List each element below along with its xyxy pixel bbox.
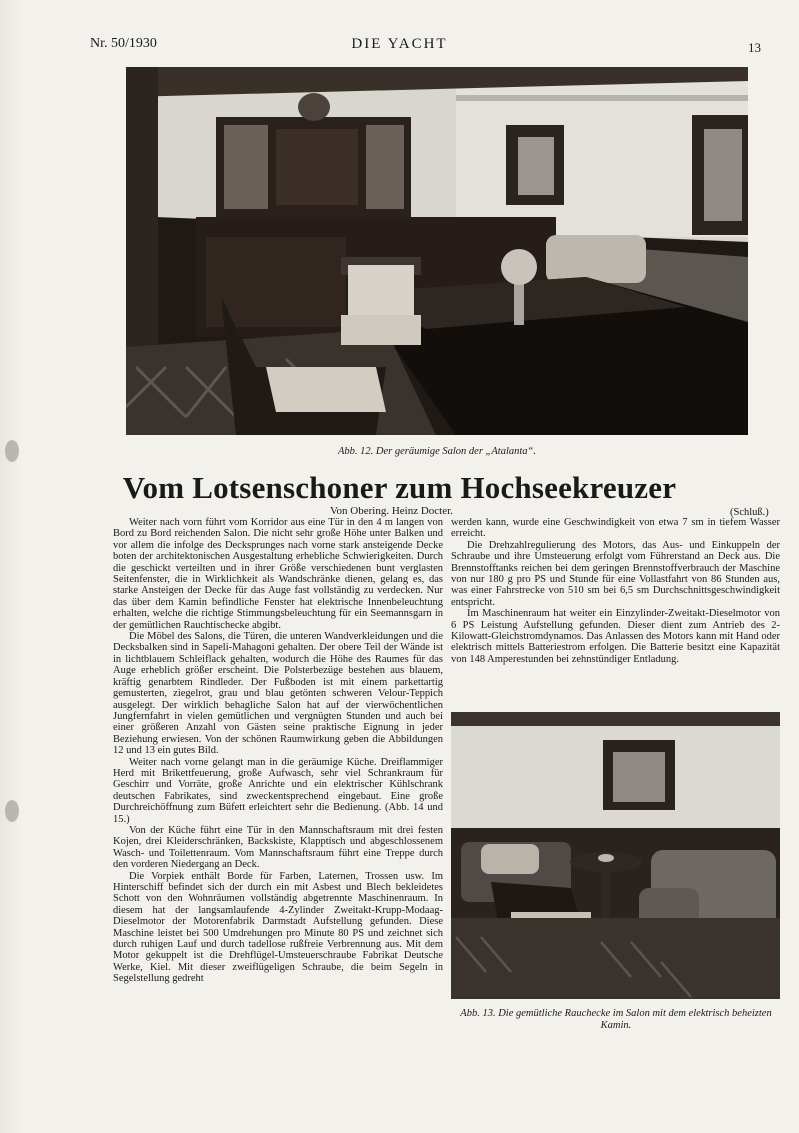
paragraph: Von der Küche führt eine Tür in den Mannschaftsraum mit drei festen Kojen, drei Kleiderschränken, Backskiste, Klapptisch und abgeschlossenem Wasch- und Toilettenraum. Vom Mannschaftsraum führt eine Treppe durch den vorderen Niedergang an Deck.	[113, 824, 443, 871]
paragraph: Die Vorpiek enthält Borde für Farben, Laternen, Trossen usw. Im Hinterschiff befindet sich der durch ein mit Asbest und Blech bekleidetes Schott von den Wohnräumen vollständig abgetrennte Maschinenraum. In diesem hat der langsamlaufende 4-Zylinder Zweitakt-Krupp-Modaag-Dieselmotor der Motorenfabrik Darmstadt Aufstellung gefunden. Diese Maschine leistet bei 500 Umdrehungen pro Minute 80 PS und zeichnet sich durch ruhigen Lauf und durch tadellose rußfreie Verbrennung aus. Mit dem Motor gekuppelt ist die Drehflügel-Umsteuerschraube Fabrikat Deutsche Werke, Kiel. Mit dieser zweiflügeligen Schraube, die beim Segeln in Segelstellung gedreht	[113, 870, 443, 985]
salon-photo	[126, 67, 748, 435]
article-column-left	[113, 517, 443, 1037]
scan-edge	[0, 0, 22, 1133]
paragraph: Weiter nach vorne gelangt man in die geräumige Küche. Dreiflammiger Herd mit Brikettfeuerung, große Aufwasch, sehr viel Schrankraum für Geschirr und Vorräte, große Anrichte und ein elektrischer Kühlschrank deutschen Fabrikates, sind zweckentsprechend eingebaut. Eine große Durchreichöffnung zum Büfett erleichtert sehr die Bedienung. (Abb. 14 und 15.)	[113, 756, 443, 825]
figure-caption: Abb. 12. Der geräumige Salon der „Atalanta“.	[337, 446, 537, 457]
punch-hole-mark	[5, 800, 19, 822]
article-column-right	[451, 517, 780, 665]
figure-caption: Abb. 13. Die gemütliche Rauchecke im Salon mit dem elektrisch beheizten Kamin.	[460, 1008, 772, 1031]
page-header	[0, 36, 799, 56]
paragraph: Die Möbel des Salons, die Türen, die unteren Wandverkleidungen und die Decksbalken sind in Sapeli-Mahagoni gehalten. Der obere Teil der Wände ist in lichtblauem Schleiflack gehalten, wodurch die Höhe des Raumes für das Auge erheblich größer erscheint. Die Polsterbezüge bestehen aus blauem, kräftig genarbtem Rindleder. Der Fußboden ist mit einem parkettartig gemusterten, ziegelrot, grau und blau getönten schweren Velour-Teppich ausgelegt. Der wirklich behagliche Salon hat auf der vierwöchentlichen Jungfernfahrt in vielen gemütlichen und vergnügten Stunden und auch bei einer größeren Anzahl von Gästen seine praktische Eignung in jeder Beziehung erwiesen. Von der schönen Raumwirkung geben die Abbildungen 12 und 13 ein gutes Bild.	[113, 631, 443, 757]
page-number: 13	[748, 40, 761, 55]
paragraph: Die Drehzahlregulierung des Motors, das Aus- und Einkuppeln der Schraube und ihre Umsteuerung erfolgt vom Führerstand an Deck aus. Die Brennstofftanks reichen bei dem geringen Brennstoffverbrauch der Maschine von nur 180 g pro PS und Stunde für eine Vollastfahrt von 86 Stunden aus, was einer Fahrstrecke von 510 sm bei 6,5 sm Durchschnittsgeschwindigkeit entspricht.	[451, 539, 780, 608]
smoking-corner-photo	[451, 712, 780, 999]
issue-number: Nr. 50/1930	[90, 36, 157, 51]
magazine-title: DIE YACHT	[351, 36, 448, 52]
article-byline: Von Obering. Heinz Docter.	[330, 505, 453, 517]
paragraph: Weiter nach vorn führt vom Korridor aus eine Tür in den 4 m langen von Bord zu Bord reichenden Salon. Die nicht sehr große Höhe unter Balken und vor allem die infolge des Decksprunges nach vorne stark ansteigende Decke boten der architektonischen Ausgestaltung erhebliche Schwierigkeiten. Durch die geschickt verteilten und in ihrer Größe verschiedenen bunt verglasten Seitenfenster, die in Wirklichkeit als Wandschränke dienen, gelang es, das starke Ansteigen der Decke für das Auge fast vollständig zu verdecken. Nur das über dem Kamin befindliche Fenster hat elektrische Innenbeleuchtung erhalten, welche die richtige Stimmungsbeleuchtung für ein Seemannsgarn in der gemütlichen Rauchtischecke abgibt.	[113, 517, 443, 631]
article-title: Vom Lotsenschoner zum Hochseekreuzer	[122, 470, 677, 505]
paragraph: Im Maschinenraum hat weiter ein Einzylinder-Zweitakt-Dieselmotor von 6 PS Leistung Aufstellung gefunden. Dieser dient zum Antrieb des 2-Kilowatt-Gleichstromdynamos. Das Anlassen des Motors kann mit Hand oder elektrisch mittels Batteriestrom erfolgen. Die Batterie besitzt eine Kapazität von 148 Amperestunden bei zehnstündiger Entladung.	[451, 608, 780, 665]
article-note: (Schluß.)	[730, 507, 769, 518]
paragraph: werden kann, wurde eine Geschwindigkeit von etwa 7 sm in tiefem Wasser erreicht.	[451, 517, 780, 540]
punch-hole-mark	[5, 440, 19, 462]
